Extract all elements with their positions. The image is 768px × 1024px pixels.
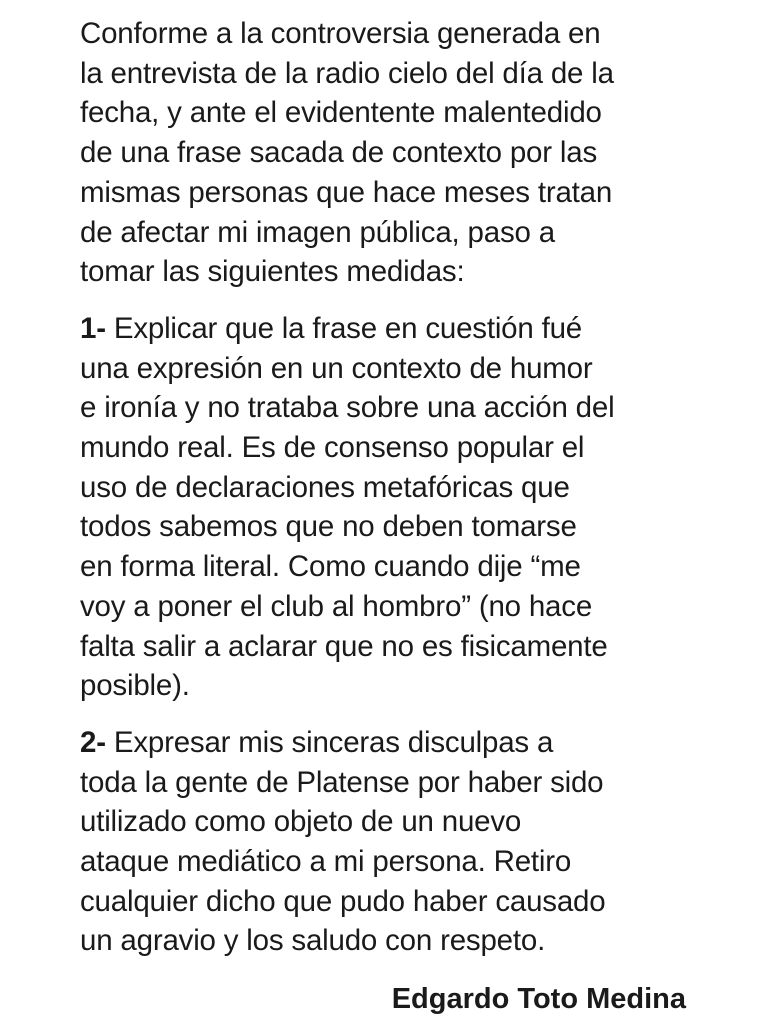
- text-line: todos sabemos que no deben tomarse: [80, 510, 577, 544]
- text-line: toda la gente de Platense por haber sido: [80, 765, 604, 799]
- text-line: en forma literal. Como cuando dije “me: [80, 550, 581, 584]
- text-line: fecha, y ante el evidentente malentedido: [80, 96, 602, 130]
- item-number: 2-: [80, 725, 106, 759]
- text-line: mundo real. Es de consenso popular el: [80, 431, 585, 465]
- intro-paragraph: [80, 14, 700, 292]
- text-line: una expresión en un contexto de humor: [80, 351, 593, 385]
- text-line: utilizado como objeto de un nuevo: [80, 805, 522, 839]
- text-line: e ironía y no trataba sobre una acción del: [80, 391, 615, 425]
- text-line: la entrevista de la radio cielo del día de la: [80, 56, 614, 90]
- text-line: voy a poner el club al hombro” (no hace: [80, 589, 593, 623]
- text-line: [80, 723, 700, 763]
- text-line: falta salir a aclarar que no es fisicamente: [80, 629, 608, 663]
- text-line: Conforme a la controversia generada en: [80, 17, 601, 50]
- text-line: [80, 309, 700, 349]
- statement-document: [80, 14, 700, 961]
- text-line: cualquier dicho que pudo haber causado: [80, 884, 606, 918]
- item-number: 1-: [80, 311, 106, 345]
- signature: Edgardo Toto Medina: [391, 983, 686, 1015]
- item-text: Expresar mis sinceras disculpas a: [105, 725, 554, 759]
- measure-item-2: [80, 723, 700, 961]
- text-line: de una frase sacada de contexto por las: [80, 136, 597, 170]
- text-line: ataque mediático a mi persona. Retiro: [80, 845, 572, 879]
- text-line: un agravio y los saludo con respeto.: [80, 924, 546, 958]
- text-line: posible).: [80, 669, 190, 703]
- item-text: Explicar que la frase en cuestión fué: [105, 311, 582, 345]
- text-line: tomar las siguientes medidas:: [80, 255, 465, 289]
- text-line: de afectar mi imagen pública, paso a: [80, 215, 555, 249]
- text-line: uso de declaraciones metafóricas que: [80, 470, 570, 504]
- measure-item-1: [80, 309, 700, 706]
- text-line: mismas personas que hace meses tratan: [80, 175, 613, 209]
